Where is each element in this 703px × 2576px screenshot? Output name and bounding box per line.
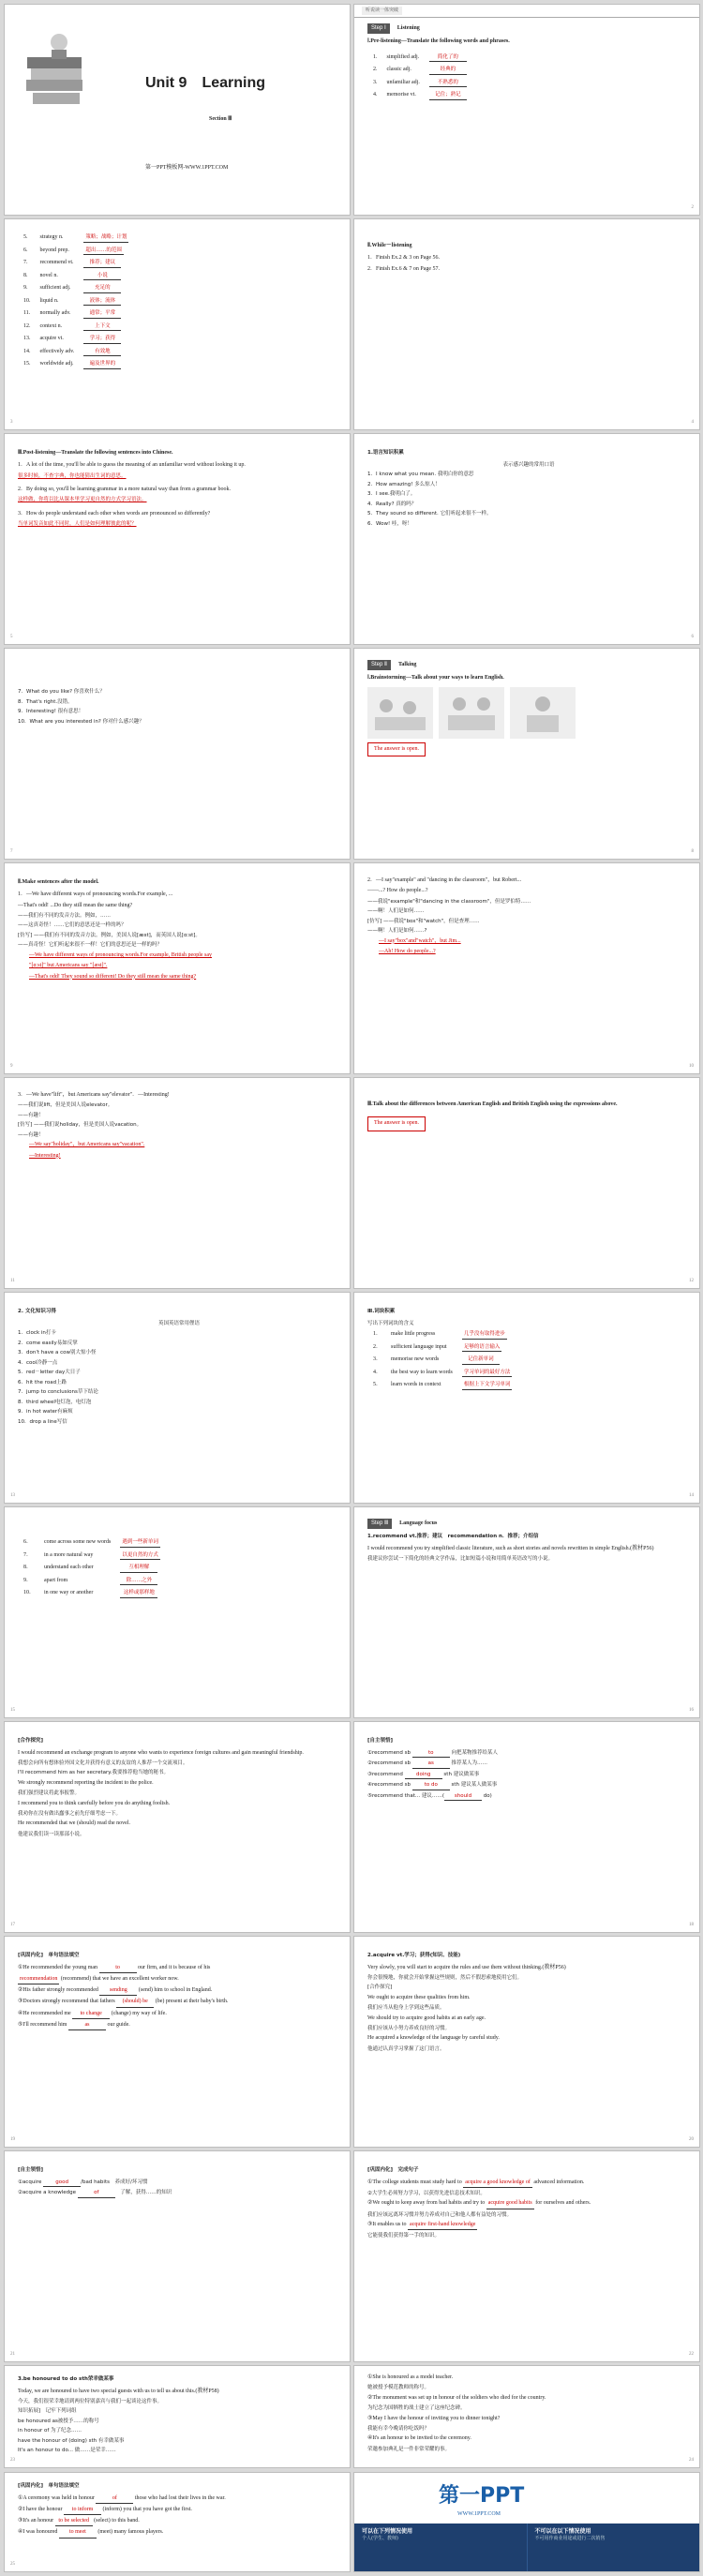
list-item: 知识拓展] 记牢下列词组 — [18, 2408, 77, 2415]
footer-text: 第一PPT模板网-WWW.1PPT.COM — [145, 165, 229, 171]
brand-logo: 第一PPT — [439, 2484, 525, 2508]
list-item: 10． in one way or another 这样或那样地 — [20, 1588, 164, 1599]
slide-5 — [4, 433, 351, 645]
list-item: 我们应该从小努力养成良好的习惯。 — [367, 2025, 451, 2031]
list-item: We should try to acquire good habits at an early age. — [367, 2014, 486, 2021]
list-item: ④It's an honour to be invited to the ceremony. — [367, 2435, 471, 2442]
section-heading: 1.语言知识积累 — [367, 450, 404, 456]
list-item: 7．What do you like? 你喜欢什么？ — [18, 689, 105, 695]
list-item: ②The monument was set up in honour of the soldiers who died for the country. — [367, 2394, 546, 2401]
list-item: 2．How amazing! 多么惊人！ — [367, 481, 441, 487]
list-item: 2．Finish Ex.6 & 7 on Page 57. — [367, 265, 441, 272]
list-item: ——有趣！ — [18, 1112, 44, 1118]
list-item: ②We ought to keep away from bad habits and try to acquire good habits for ourselves and others. — [367, 2199, 690, 2209]
reading-illustration — [510, 687, 576, 739]
section-heading: 2. 文化知识习得 — [18, 1309, 56, 1314]
slide-15 — [4, 1506, 351, 1718]
list-item: We ought to acquire these qualities from him. — [367, 1994, 471, 2000]
list-item: ①recommend sb to 向把某物推荐给某人 — [367, 1749, 690, 1759]
list-item: 12. context n. 上下文 — [20, 322, 132, 333]
list-item: 4．cool冷静一点 — [18, 1359, 58, 1366]
list-item: 11. normally adv. 通常；平常 — [20, 308, 132, 320]
page-number: 23 — [10, 2458, 15, 2464]
question: 1．A lot of the time, you'll be able to guess the meaning of an unfamiliar word without looking it up. — [18, 462, 246, 469]
slide-7 — [4, 648, 351, 860]
page-number: 15 — [10, 1708, 15, 1714]
slide-26 — [353, 2472, 700, 2572]
list-item: ⑤recommend that... 建议……( should do) — [367, 1792, 690, 1802]
list-item: 8．That's right.没错。 — [18, 698, 73, 705]
page-number: 10 — [689, 1064, 694, 1070]
section-heading: Ⅲ.词块积累 — [367, 1309, 396, 1314]
list-item: ②I have the honour to inform (inform) you that you have got the first. — [18, 2506, 340, 2515]
list-item: 我劝你在没有做出蠢事之前先仔细考虑一下。 — [18, 1810, 122, 1817]
list-item: 3．don't have a cow别大惊小怪 — [18, 1350, 97, 1356]
page-number: 21 — [10, 2352, 15, 2358]
list-item: ④recommend sb to do sth 建议某人做某事 — [367, 1781, 690, 1790]
page-number: 20 — [689, 2137, 694, 2143]
question: 3．How do people understand each other when words are pronounced so differently? — [18, 510, 211, 517]
list-item: 1. simplified adj. 简化了的 — [369, 52, 471, 64]
list-item: 2. classic adj. 经典的 — [369, 65, 471, 76]
brand-url: WWW.1PPT.COM — [457, 2511, 501, 2517]
list-item: ——我说"example"和"dancing in the classroom"，但是罗伯特…… — [367, 898, 531, 905]
list-item: I recommend you to think carefully before you do anything foolish. — [18, 1800, 171, 1806]
slide-25 — [4, 2472, 351, 2572]
section-heading: [巩固内化] 单句语法填空 — [18, 1953, 80, 1958]
list-item: Very slowly, you will start to acquire the rules and use them without thinking.(教材P56) — [367, 1964, 566, 1970]
paragraph: I would recommend you try simplified classic literature, such as short stories and novels rewritten in simple English.(教材P56) — [367, 1545, 654, 1551]
list-item: 1． make little progress 几乎没有取得进步 — [369, 1329, 516, 1340]
list-item: ③recommend doing sth 建议做某事 — [367, 1771, 690, 1780]
answer: 当单词发音如此不同时，人们是如何理解彼此的呢？ — [18, 521, 137, 528]
list-item: ①A ceremony was held in honour of those who had lost their lives in the war. — [18, 2494, 340, 2504]
usage-allowed-heading: 可以在下列情况使用 — [362, 2528, 413, 2535]
list-item: 5．They sound so different. 它们听起来很不一样。 — [367, 511, 492, 517]
list-item: 7．jump to conclusions草下结论 — [18, 1389, 98, 1396]
page-number: 12 — [689, 1279, 694, 1284]
section-heading: [巩固内化] 完成句子 — [367, 2167, 419, 2173]
list-item: 8. novel n. 小说 — [20, 271, 132, 282]
slide-12 — [353, 1077, 700, 1289]
step-badge: Step Ⅰ — [367, 23, 390, 34]
list-item: 3．—We have"lift"，but Americans say"elevator"．—Interesting! — [18, 1092, 170, 1098]
slide-8 — [353, 648, 700, 860]
page-number: 11 — [10, 1279, 15, 1284]
usage-denied-note: 不可用作商业用途或进行二次销售 — [534, 2536, 606, 2542]
list-item: 6．Wow! 哇，呀！ — [367, 520, 412, 527]
list-item: 2．—I say"example" and "dancing in the classroom"，but Robert... — [367, 877, 522, 883]
list-item: 他通过认真学习掌握了这门语言。 — [367, 2045, 445, 2052]
list-item: 6．hit the road上路 — [18, 1379, 67, 1385]
list-item: 1．Finish Ex.2 & 3 on Page 56. — [367, 255, 441, 262]
question: 2．By doing so, you'll be learning grammar in a more natural way than from a grammar book. — [18, 487, 232, 493]
section-heading: Ⅰ.Brainstorming—Talk about your ways to learn English. — [367, 675, 504, 681]
list-item: We strongly recommend reporting the incident to the police. — [18, 1779, 154, 1786]
vocab-table — [18, 231, 134, 372]
list-item: ③It enables us to acquire first-hand knowledge — [367, 2221, 690, 2230]
list-item: 我能有幸今晚请你吃饭吗？ — [367, 2425, 430, 2432]
section-heading: Ⅱ.While－listening — [367, 243, 412, 248]
step-badge: Step Ⅲ — [367, 1519, 392, 1529]
list-item: 我们强烈建议将此事报警。 — [18, 1790, 81, 1797]
answer: —Ah! How do people...? — [379, 948, 436, 954]
slide-16 — [353, 1506, 700, 1718]
page-number: 2 — [691, 205, 694, 211]
list-item: 我想会向所有想体验外国文化并获得有意义的友谊的人推荐一个交流项目。 — [18, 1760, 188, 1766]
usage-allowed-note: 个人(学生、教师) — [362, 2536, 398, 2542]
page-number: 13 — [10, 1493, 15, 1499]
list-item: ③It's an honour to be selected (select) to this band. — [18, 2517, 340, 2526]
page-number: 3 — [10, 420, 13, 426]
paragraph: 我建议你尝试一下简化的经典文学作品，比如短篇小说和用简单英语改写的小说。 — [367, 1556, 554, 1563]
list-item: 1．—We have different ways of pronouncing words.For example, ... — [18, 891, 173, 898]
slide-9 — [4, 862, 351, 1074]
books-illustration — [22, 23, 97, 117]
list-item: ——有趣！ — [18, 1131, 44, 1138]
list-item: ④He recommended me to change (change) my way of life. — [18, 2010, 340, 2019]
list-item: 5．red－letter day大日子 — [18, 1370, 81, 1376]
phrase-table — [18, 1535, 166, 1601]
page-number: 16 — [689, 1708, 694, 1714]
section-heading: Ⅱ.Make sentences after the model. — [18, 879, 99, 885]
list-item: 9． apart from 除……之外 — [20, 1576, 164, 1587]
page-number: 9 — [10, 1064, 13, 1070]
answer-box: The answer is open. — [367, 742, 426, 756]
list-item: ——这真奇怪！……它们的意思还是一样的吗？ — [18, 922, 127, 929]
list-item: 今天，我们很荣幸地请到两位特别嘉宾与我们一起谈论这件事。 — [18, 2398, 163, 2404]
answer: 这样做，你将以比从课本里学习更自然的方式学习语法。 — [18, 497, 147, 503]
section-heading: Ⅰ.Pre-listening—Translate the following words and phrases. — [367, 38, 510, 45]
list-item: 2．come easily易如反掌 — [18, 1340, 78, 1346]
list-item: 7． in a more natural way 以更自然的方式 — [20, 1550, 164, 1562]
list-item: ②acquire a knowledge of 了解，获得……的知识 — [18, 2189, 340, 2198]
section-heading: [自主领悟] — [18, 2167, 44, 2173]
vocab-table — [367, 51, 472, 103]
list-item: 8．third wheel电灯泡，电灯泡 — [18, 1399, 92, 1405]
answer: —We say"holiday"，but Americans say"vacation". — [29, 1142, 145, 1148]
step-title: Listening — [396, 25, 420, 31]
list-item: 2． sufficient language input 足够的语言输入 — [369, 1342, 516, 1354]
list-item: 10．What are you interested in? 你对什么感兴趣？ — [18, 718, 144, 725]
list-item: 5. strategy n. 策略；战略；计划 — [20, 232, 132, 244]
list-item: ⑤I'll recommend him as our guide. — [18, 2021, 340, 2030]
answer: —We have different ways of pronouncing words.For example, British people say — [29, 951, 213, 958]
list-item: 我们应当从他身上学到这些品质。 — [367, 2005, 445, 2012]
list-item: [仿写] ——我说"box"和"watch"，但是查理…… — [367, 918, 480, 924]
list-item: —That's odd! ...Do they still mean the same thing? — [18, 902, 133, 908]
list-item: 6． come across some new words 遇到一些新单词 — [20, 1537, 164, 1549]
list-item: It's an honour to do... 做……是荣幸…… — [18, 2448, 116, 2454]
students-illustration — [439, 687, 504, 739]
list-item: be honoured as被授予……的称号 — [18, 2418, 99, 2424]
list-item: ①acquire good /bad habits 养成好/坏习惯 — [18, 2179, 340, 2188]
page-number: 19 — [10, 2137, 15, 2143]
section-heading: [自主领悟] — [367, 1738, 394, 1744]
list-item: have the honour of (doing) sth 有幸做某事 — [18, 2437, 125, 2444]
list-item: 我们应该远离坏习惯并努力养成对自己和他人都有益处的习惯。 — [367, 2211, 513, 2218]
list-item: 5． learn words in context 根据上下文学习单词 — [369, 1380, 516, 1391]
list-item: ④I was honoured to meet (meet) many famous players. — [18, 2528, 340, 2538]
list-item: 他建议我们读一读那部小说。 — [18, 1831, 85, 1837]
list-item: I'll recommend him as her secretary.我要推荐他当她的秘书。 — [18, 1770, 169, 1776]
page-number: 18 — [689, 1923, 694, 1928]
list-item: He recommended that we (should) read the novel. — [18, 1820, 130, 1827]
answer: —That's odd! They sound so different! Do they still mean the same thing? — [29, 973, 197, 980]
page-number: 24 — [689, 2458, 694, 2464]
answer: —Interesting! — [29, 1152, 61, 1159]
slide-1 — [4, 4, 351, 216]
phrase-table — [367, 1327, 517, 1393]
list-item: 14. effectively adv. 有效地 — [20, 347, 132, 358]
answer: "[ɑːst]" but Americans say "[æst]". — [29, 963, 108, 969]
list-item: 荣邀参加典礼是一件非常荣耀的事。 — [367, 2446, 451, 2452]
top-label: 听说读一体突破 — [362, 7, 402, 16]
slide-22 — [353, 2150, 700, 2362]
list-item: 她被授予模范教师的称号。 — [367, 2385, 430, 2391]
slide-17 — [4, 1721, 351, 1933]
page-number: 6 — [691, 635, 694, 640]
page-number: 22 — [689, 2352, 694, 2358]
slide-14 — [353, 1292, 700, 1504]
unit-title: Unit 9 Learning — [145, 75, 266, 91]
list-item: [仿写] ——我们有不同的发音方法。例如，美国人说[æst]，而英国人说[ɑːst]。 — [18, 932, 201, 938]
list-item: 9．Interesting! 很有意思！ — [18, 709, 84, 715]
page-number: 8 — [691, 849, 694, 855]
step-title: Talking — [397, 662, 417, 667]
list-item: ——啊！人们是如何……? — [367, 928, 427, 935]
section-label: Section Ⅲ — [209, 116, 232, 122]
list-item: 4． the best way to learn words 学习单词的最好方法 — [369, 1368, 516, 1379]
page-number: 17 — [10, 1923, 15, 1928]
list-item: 13. acquire vt. 学习；获得 — [20, 334, 132, 345]
list-item: ——真奇怪！它们听起来很不一样！它们的意思还是一样的吗？ — [18, 942, 163, 949]
slide-18 — [353, 1721, 700, 1933]
answer-box: The answer is open. — [367, 1116, 426, 1131]
page-number: 14 — [689, 1493, 694, 1499]
subheading: 英国英语常用俚语 — [157, 1320, 200, 1326]
list-item: Today, we are honoured to have two special guests with us to tell us about this.(教材P58) — [18, 2388, 219, 2394]
list-item: ——我们说lift，但是美国人说elevator。 — [18, 1102, 113, 1109]
slide-24 — [353, 2365, 700, 2468]
list-item: 为纪念为国牺牲的战士建立了这座纪念碑。 — [367, 2405, 466, 2412]
answer: —I say"box"and"watch"，but Jim... — [379, 937, 461, 944]
section-heading: 1.recommend vt.推荐；建议 recommendation n．推荐；介绍信 — [367, 1534, 539, 1540]
classroom-illustration — [367, 687, 433, 739]
list-item: [合作探究] — [367, 1984, 393, 1991]
list-item: ①The college students must study hard to acquire a good knowledge of advanced information. — [367, 2179, 690, 2188]
slide-6 — [353, 433, 700, 645]
list-item: ——...? How do people...? — [367, 888, 428, 894]
list-item: 1．clock in打卡 — [18, 1330, 56, 1337]
list-item: ②His father strongly recommended sending (send) him to school in England. — [18, 1986, 340, 1996]
slide-19 — [4, 1936, 351, 2148]
section-heading: [合作探究] — [18, 1738, 44, 1744]
list-item: ①He recommended the young man to our firm, and it is because of his — [18, 1964, 340, 1973]
list-item: 你会很慢地，你就会开始掌握这些规则，然后不假思索地使用它们。 — [367, 1974, 523, 1981]
list-item: 3． memorise new words 记住新单词 — [369, 1355, 516, 1366]
usage-denied-heading: 不可以在以下情况使用 — [534, 2528, 591, 2535]
list-item: 1．I know what you mean. 我明白你的意思 — [367, 472, 474, 478]
slide-23 — [4, 2365, 351, 2468]
list-item: ——啊！人们是如何…… — [367, 908, 425, 915]
list-item: ③May I have the honour of inviting you to dinner tonight? — [367, 2415, 501, 2421]
slide-4 — [353, 218, 700, 430]
section-heading: 2.acquire vt.学习；获得(知识、技能) — [367, 1953, 461, 1958]
list-item: 15. worldwide adj. 遍及世界的 — [20, 359, 132, 370]
list-item: 10．drop a line写信 — [18, 1418, 67, 1425]
list-item: in honour of 为了纪念…… — [18, 2428, 82, 2434]
list-item: 10. liquid n. 液体；流体 — [20, 296, 132, 307]
list-item: ②recommend sb as 推荐某人为…… — [367, 1760, 690, 1769]
list-item: 3．I see.我明白了。 — [367, 491, 416, 498]
list-item: [仿写] ——我们说holiday，但是美国人说vacation。 — [18, 1122, 142, 1129]
list-item: 4．Really? 真的吗？ — [367, 501, 417, 507]
section-heading: Ⅲ.Talk about the differences between American English and British English using the expressions above. — [367, 1101, 618, 1107]
slide-3 — [4, 218, 351, 430]
section-heading: 3.be honoured to do sth荣幸做某事 — [18, 2376, 114, 2382]
page-number: 4 — [691, 420, 694, 426]
list-item: 它能使我们获得第一手的知识。 — [367, 2233, 441, 2239]
list-item: recommendation (recommend) that we have an excellent worker now. — [18, 1975, 340, 1984]
list-item: 8． understand each other 互相理解 — [20, 1563, 164, 1574]
list-item: 4. memorise vt. 记住；熟记 — [369, 90, 471, 101]
list-item: 9．in hot water有麻烦 — [18, 1409, 73, 1415]
answer: 很多时候，不查字典，你也能猜出生词的意思。 — [18, 472, 127, 479]
step-badge: Step Ⅱ — [367, 660, 391, 670]
list-item: 3. unfamiliar adj. 不熟悉的 — [369, 78, 471, 89]
page-number: 7 — [10, 849, 13, 855]
subheading: 写出下列词块的含义 — [367, 1320, 414, 1326]
slide-2 — [353, 4, 700, 216]
slide-13 — [4, 1292, 351, 1504]
page-number: 5 — [10, 635, 13, 640]
list-item: ③Doctors strongly recommend that fathers (should) be (be) present at their baby's birth. — [18, 1998, 340, 2007]
list-item: 9. sufficient adj. 充足的 — [20, 283, 132, 294]
subheading: 表示感兴趣的常用口语 — [502, 461, 555, 468]
slide-21 — [4, 2150, 351, 2362]
section-heading: Ⅲ.Post-listening—Translate the following sentences into Chinese. — [18, 450, 173, 456]
page-number: 25 — [10, 2562, 15, 2568]
list-item: ①She is honoured as a model teacher. — [367, 2374, 454, 2380]
list-item: ②大学生必须努力学习，以获得先进信息技术知识。 — [367, 2190, 486, 2196]
list-item: He acquired a knowledge of the language by careful study. — [367, 2035, 500, 2042]
slide-20 — [353, 1936, 700, 2148]
section-heading: [巩固内化] 单句语法填空 — [18, 2483, 80, 2489]
step-title: Language focus — [399, 1520, 438, 1526]
list-item: ——我们有不同的发音方法。例如，…… — [18, 912, 112, 919]
list-item: 6. beyond prep. 超出……的范围 — [20, 246, 132, 257]
slide-10 — [353, 862, 700, 1074]
list-item: 7. recommend vt. 推荐；建议 — [20, 258, 132, 269]
slide-11 — [4, 1077, 351, 1289]
list-item: I would recommend an exchange program to anyone who wants to experience foreign cultures and gain meaningful friendship. — [18, 1749, 304, 1756]
